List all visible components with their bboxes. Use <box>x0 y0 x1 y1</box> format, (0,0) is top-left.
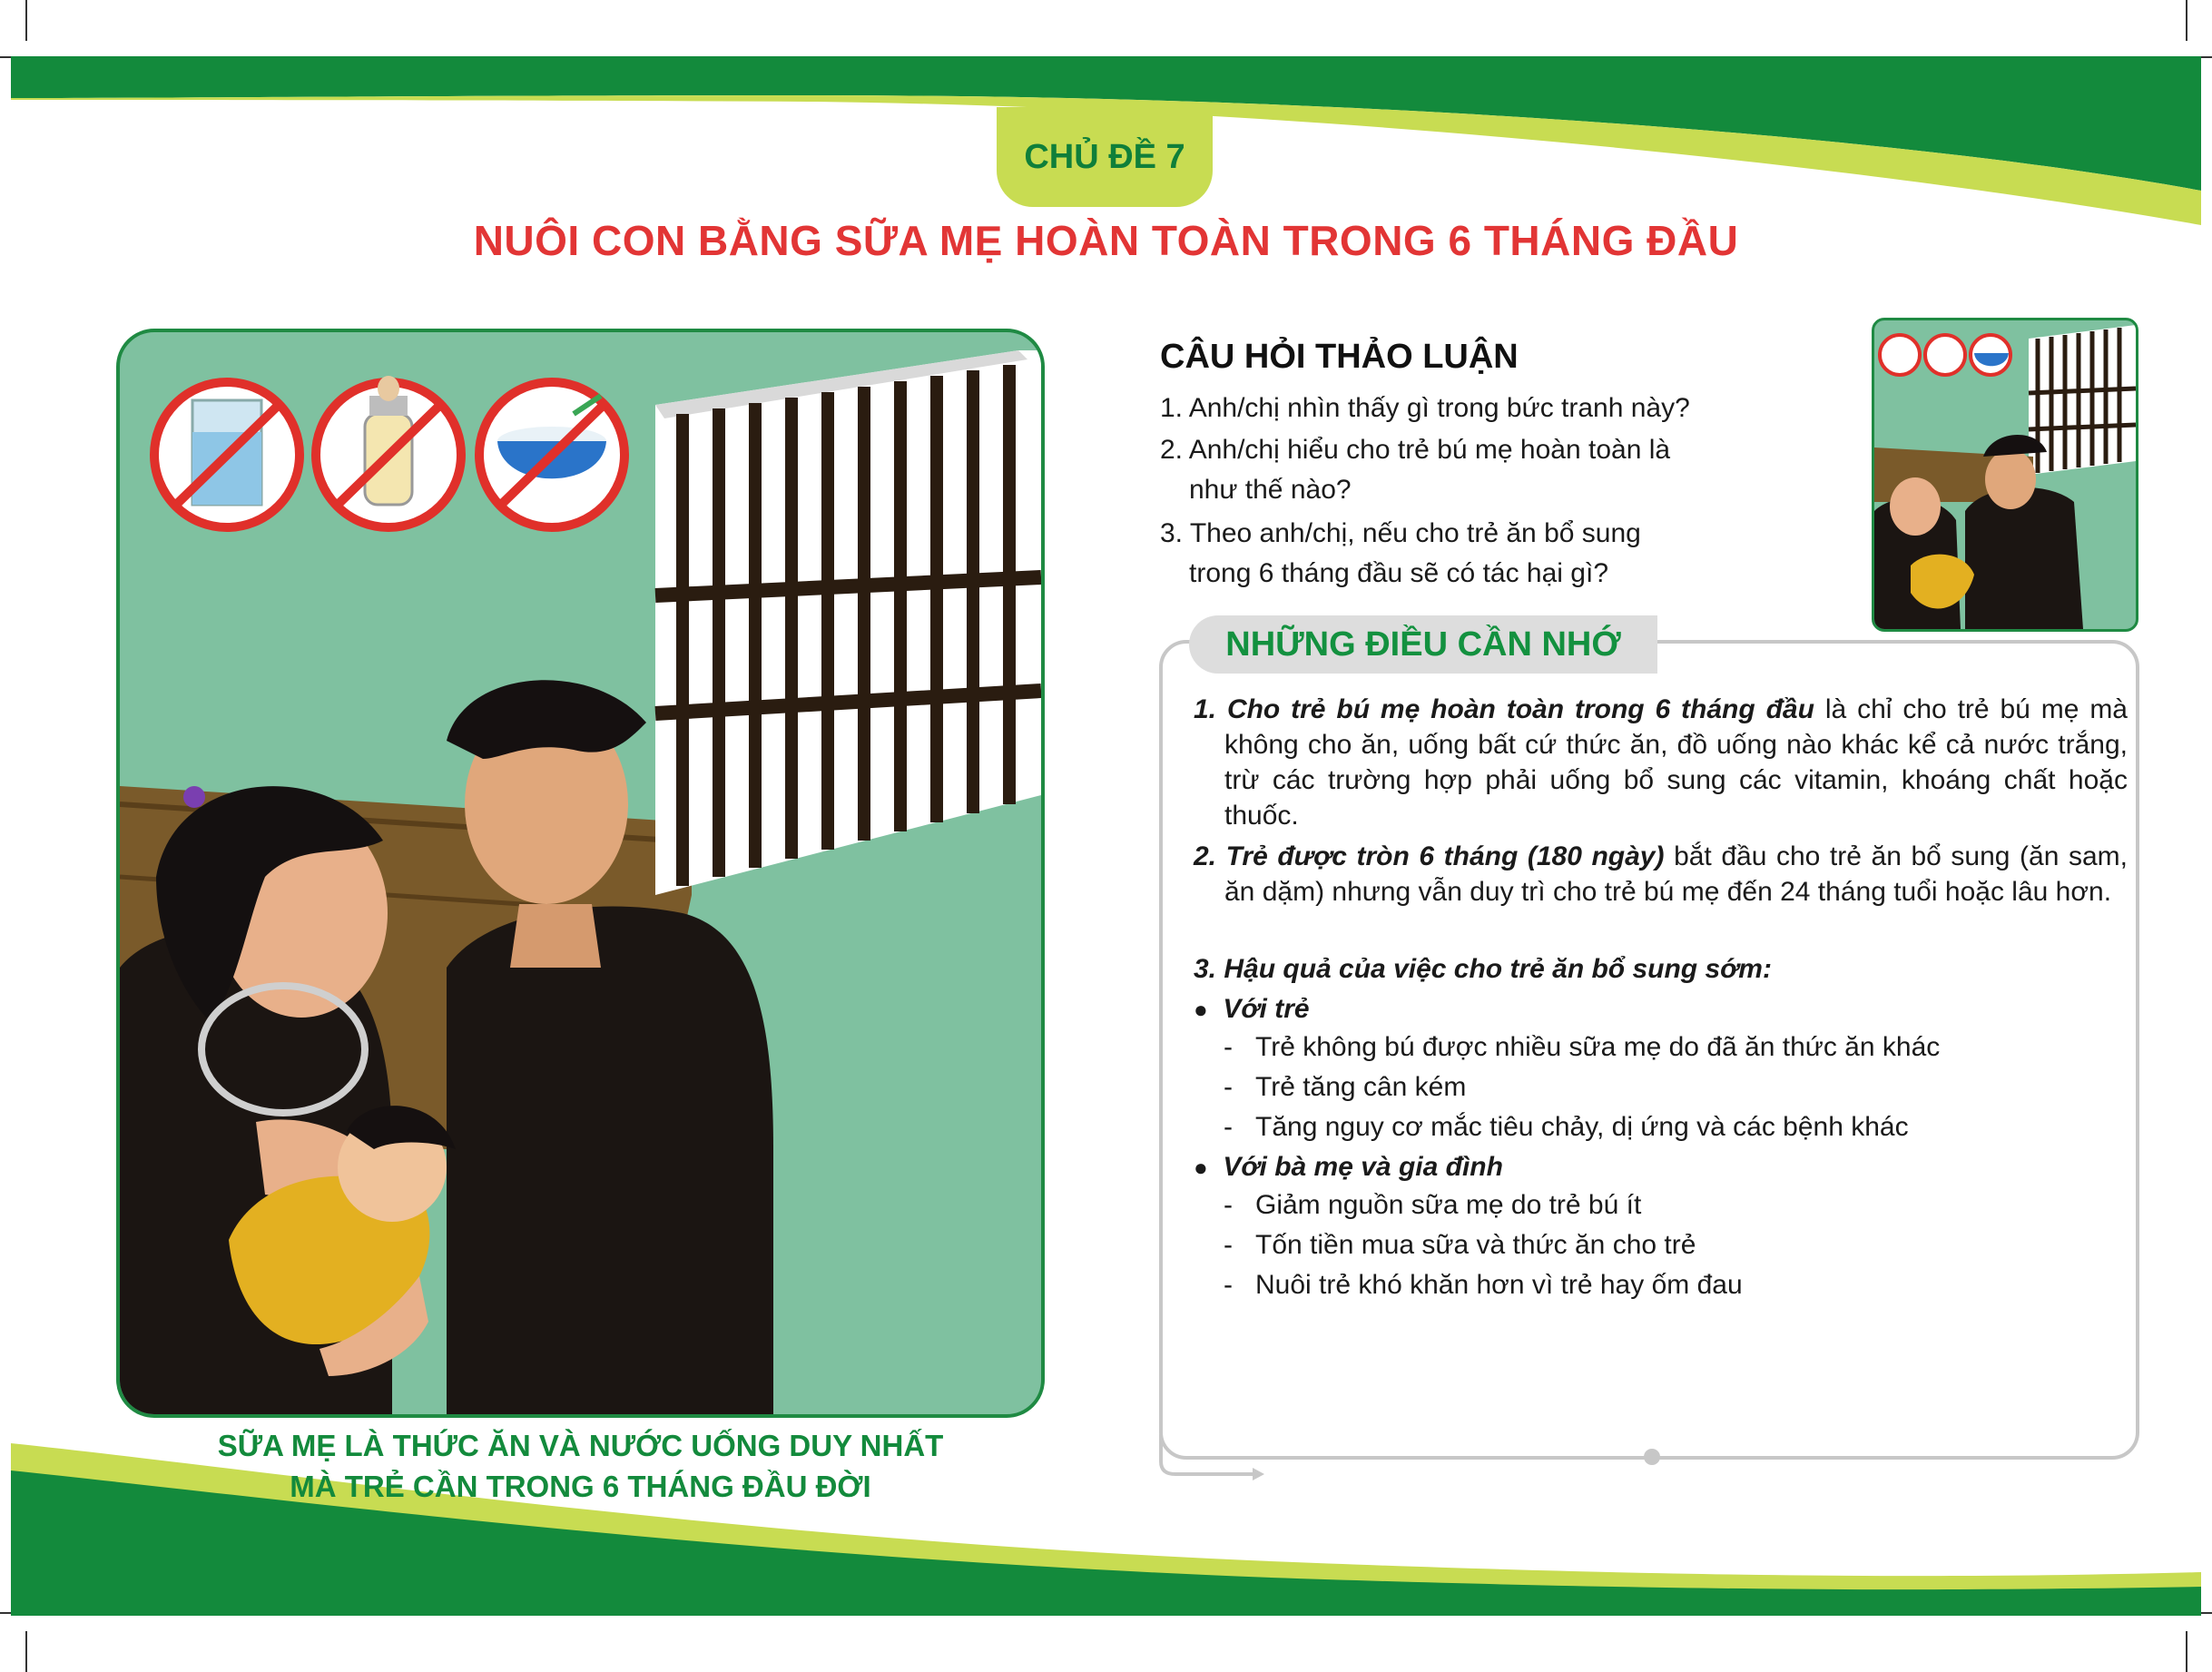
breastfeeding-scene <box>120 332 1041 1414</box>
question-3-cont: trong 6 tháng đầu sẽ có tác hại gì? <box>1189 558 1608 588</box>
point-emphasis: Trẻ được tròn 6 tháng (180 ngày) <box>1225 841 1665 871</box>
remember-heading: NHỮNG ĐIỀU CẦN NHỚ <box>1189 615 1657 674</box>
water-glass-icon <box>154 382 300 527</box>
remember-point-1 <box>1194 692 2128 833</box>
dot-connector <box>1638 1443 1666 1470</box>
remember-point-2 <box>1194 839 2128 910</box>
page-title: NUÔI CON BẰNG SỮA MẸ HOÀN TOÀN TRONG 6 THÁNG ĐẦU <box>473 217 1739 264</box>
point-emphasis: Cho trẻ bú mẹ hoàn toàn trong 6 tháng đầu <box>1226 694 1814 724</box>
arrow-connector <box>1148 1434 1266 1489</box>
list-item: - Nuôi trẻ khó khăn hơn vì trẻ hay ốm đau <box>1224 1270 1743 1300</box>
barred-window <box>655 350 1041 895</box>
caption-line: MÀ TRẺ CẦN TRONG 6 THÁNG ĐẦU ĐỜI <box>290 1470 871 1503</box>
point-number: 2. <box>1194 841 1217 871</box>
bullet-child <box>1194 991 2097 1028</box>
question-2-cont: như thế nào? <box>1189 475 1352 505</box>
point-text: là chỉ cho trẻ bú mẹ mà không cho ăn, uống bất cứ thức ăn, đồ uống nào khác kể cả nước trắng, trừ các trường hợp phải uống bổ sung các vitamin, khoáng chất hoặc thuốc. <box>1224 694 2128 831</box>
list-item: - Trẻ tăng cân kém <box>1224 1072 1467 1102</box>
list-item: - Trẻ không bú được nhiều sữa mẹ do đã ăn thức ăn khác <box>1224 1032 1941 1062</box>
caption-line: SỮA MẸ LÀ THỨC ĂN VÀ NƯỚC UỐNG DUY NHẤT <box>217 1429 944 1462</box>
bullet-mother <box>1194 1149 2097 1185</box>
list-item-text: Tốn tiền mua sữa và thức ăn cho trẻ <box>1255 1230 1696 1260</box>
bullet-heading: Với bà mẹ và gia đình <box>1223 1152 1503 1182</box>
baby-bottle-icon <box>316 376 461 527</box>
list-item-text: Trẻ không bú được nhiều sữa mẹ do đã ăn thức ăn khác <box>1255 1032 1941 1062</box>
topic-badge: CHỦ ĐỀ 7 <box>997 107 1213 207</box>
bullet-heading: Với trẻ <box>1223 994 1310 1024</box>
list-item: - Tăng nguy cơ mắc tiêu chảy, dị ứng và các bệnh khác <box>1224 1112 1909 1142</box>
list-item: - Giảm nguồn sữa mẹ do trẻ bú ít <box>1224 1190 1642 1220</box>
bullet-icon: ● <box>1194 996 1208 1023</box>
thumbnail-illustration <box>1872 318 2138 632</box>
list-item: - Tốn tiền mua sữa và thức ăn cho trẻ <box>1224 1230 1696 1260</box>
question-1: 1. Anh/chị nhìn thấy gì trong bức tranh này? <box>1160 393 1690 423</box>
list-item-text: Nuôi trẻ khó khăn hơn vì trẻ hay ốm đau <box>1255 1270 1743 1300</box>
crop-mark <box>2186 1631 2187 1672</box>
crop-mark <box>25 1631 27 1672</box>
discussion-heading: CÂU HỎI THẢO LUẬN <box>1160 338 1519 376</box>
illustration-caption <box>116 1425 1045 1507</box>
point-number: 1. <box>1194 694 1217 724</box>
list-item-text: Trẻ tăng cân kém <box>1255 1072 1467 1102</box>
question-2: 2. Anh/chị hiểu cho trẻ bú mẹ hoàn toàn là <box>1160 435 1671 465</box>
main-illustration <box>116 329 1045 1418</box>
remember-point-3: 3. Hậu quả của việc cho trẻ ăn bổ sung sớm: <box>1194 954 1772 984</box>
list-item-text: Tăng nguy cơ mắc tiêu chảy, dị ứng và các bệnh khác <box>1255 1112 1909 1142</box>
point-text: bắt đầu cho trẻ ăn bổ sung (ăn sam, ăn dặm) nhưng vẫn duy trì cho trẻ bú mẹ đến 24 tháng tuổi hoặc lâu hơn. <box>1224 841 2128 907</box>
bullet-icon: ● <box>1194 1154 1208 1181</box>
question-3: 3. Theo anh/chị, nếu cho trẻ ăn bổ sung <box>1160 518 1641 548</box>
food-bowl-icon <box>479 382 624 527</box>
list-item-text: Giảm nguồn sữa mẹ do trẻ bú ít <box>1255 1190 1642 1220</box>
